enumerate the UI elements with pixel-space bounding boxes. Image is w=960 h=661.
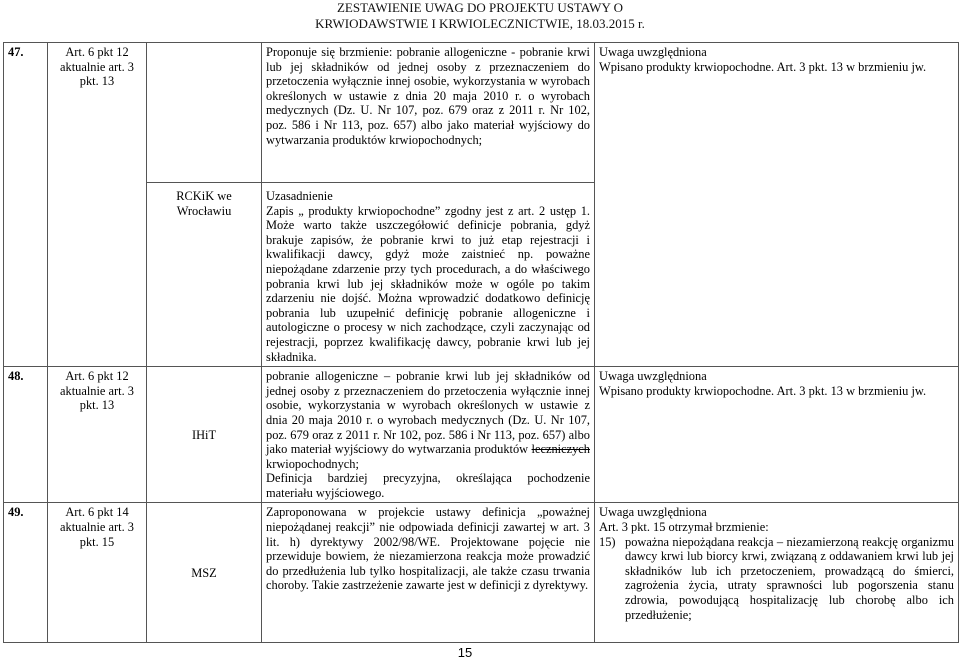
- status-note: Art. 3 pkt. 15 otrzymał brzmienie:: [599, 520, 769, 535]
- status-label: Uwaga uwzględniona: [599, 45, 707, 59]
- list-item-label: 15): [599, 534, 616, 549]
- row-number: 48.: [4, 367, 48, 503]
- table-row: [4, 367, 959, 503]
- justification-cell: [262, 183, 595, 367]
- status-label: Uwaga uwzględniona: [599, 505, 707, 520]
- article-reference: Art. 6 pkt 12 aktualnie art. 3 pkt. 13: [48, 367, 147, 503]
- proposal-text: Proponuje się brzmienie: pobranie allogeniczne - pobranie krwi lub jej składników od jednej osoby z przeznaczeniem do przetoczenia wyłącznie innej osobie, wykorzystania w wyrobach określonych w ustawie z dnia 20 maja 2010 r. o wyrobach medycznych (Dz. U. Nr 107, poz. 679 oraz z 2011 r. Nr 102, poz. 586 i Nr 113, poz. 657) albo jako materiał wyjściowy do wytwarzania produktów krwiopochodnych;: [262, 43, 595, 183]
- justification-text: Zapis „ produkty krwiopochodne” zgodny jest z art. 2 ustęp 1. Może warto także uszczegółowić definicje pobrania, gdyż brakuje zapisów, że pobranie krwi to już etap rejestracji i kwalifikacji dawcy, gdyż może zaistnieć np. poważne niepożądane zdarzenie przy tych procedurach, a do właściwego pobrania krwi lub jej składników może w ogóle po takim zdarzeniu nie dojść. Można wprowadzić dodatkowo definicję pobrania lub uzupełnić definicję pobranie allogeniczne i autologiczne o procesy w nich zachodzące, czyli zaczynając od rejestracji, poprzez kwalifikację dawcy, pobranie krwi lub jej składnika.: [266, 203, 590, 364]
- justification-heading: Uzasadnienie: [266, 189, 333, 203]
- organization: MSZ: [147, 503, 262, 643]
- row-number: 49.: [4, 503, 48, 643]
- struck-word: leczniczych: [531, 442, 590, 457]
- list-item: [599, 535, 954, 623]
- resolution-cell: [595, 367, 959, 503]
- proposal-text: Zaproponowana w projekcie ustawy definicja „poważnej niepożądanej reakcji” nie odpowiada definicji zawartej w art. 3 lit. h) dyrektywy 2002/98/WE. Projektowane pojęcie nie przewiduje bowiem, że niezamierzona reakcja może prowadzić do przedłużenia lub tylko hospitalizacji, ale także czasu trwania choroby. Takie zastrzeżenie zawarte jest w definicji z dyrektywy.: [262, 503, 595, 643]
- page-number: 15: [457, 645, 473, 660]
- definition-list: [599, 535, 954, 623]
- comments-table: [3, 42, 959, 643]
- article-reference: Art. 6 pkt 14 aktualnie art. 3 pkt. 15: [48, 503, 147, 643]
- list-item-text: poważna niepożądana reakcja – niezamierzoną reakcję organizmu dawcy krwi lub biorcy krwi, związaną z oddawaniem krwi lub jej składników lub ich przetoczeniem, prowadzącą do śmierci, zagrożenia życia, utraty sprawności lub pogorszenia stanu zdrowia, powodującą hospitalizację lub chorobę albo ich przedłużenie;: [625, 534, 954, 622]
- status-note: Wpisano produkty krwiopochodne. Art. 3 pkt. 13 w brzmieniu jw.: [599, 59, 927, 74]
- row-number: 47.: [4, 43, 48, 367]
- header-line-1: ZESTAWIENIE UWAG DO PROJEKTU USTAWY O: [336, 0, 623, 15]
- proposal-text-part: pobranie allogeniczne – pobranie krwi lub jej składników od jednej osoby z przeznaczeniem do przetoczenia wyłącznie innej osobie, wykorzystania w wyrobach określonych w ustawie z dnia 20 maja 2010 r. o wyrobach medycznych (Dz. U. Nr 107, poz. 679 oraz z 2011 r. Nr 102, poz. 586 i Nr 113, poz. 657) albo jako materiał wyjściowy do wytwarzania produktów: [266, 369, 590, 457]
- organization: RCKiK we Wrocławiu: [147, 183, 262, 367]
- table-row: [4, 43, 959, 183]
- proposal-cell: [262, 367, 595, 503]
- resolution-cell: [595, 43, 959, 367]
- proposal-text-part: krwiopochodnych;: [266, 456, 359, 471]
- organization: IHiT: [147, 367, 262, 503]
- table-row: [4, 503, 959, 643]
- document-header: [0, 0, 960, 32]
- proposal-justification: Definicja bardziej precyzyjna, określająca pochodzenie materiału wyjściowego.: [266, 471, 590, 500]
- resolution-cell: [595, 503, 959, 643]
- status-label: Uwaga uwzględniona: [599, 369, 707, 384]
- article-reference: Art. 6 pkt 12 aktualnie art. 3 pkt. 13: [48, 43, 147, 367]
- status-note: Wpisano produkty krwiopochodne. Art. 3 pkt. 13 w brzmieniu jw.: [599, 383, 927, 398]
- header-line-2: KRWIODAWSTWIE I KRWIOLECZNICTWIE, 18.03.2015 r.: [315, 16, 645, 31]
- proposal-text: [266, 369, 590, 471]
- organization: [147, 43, 262, 183]
